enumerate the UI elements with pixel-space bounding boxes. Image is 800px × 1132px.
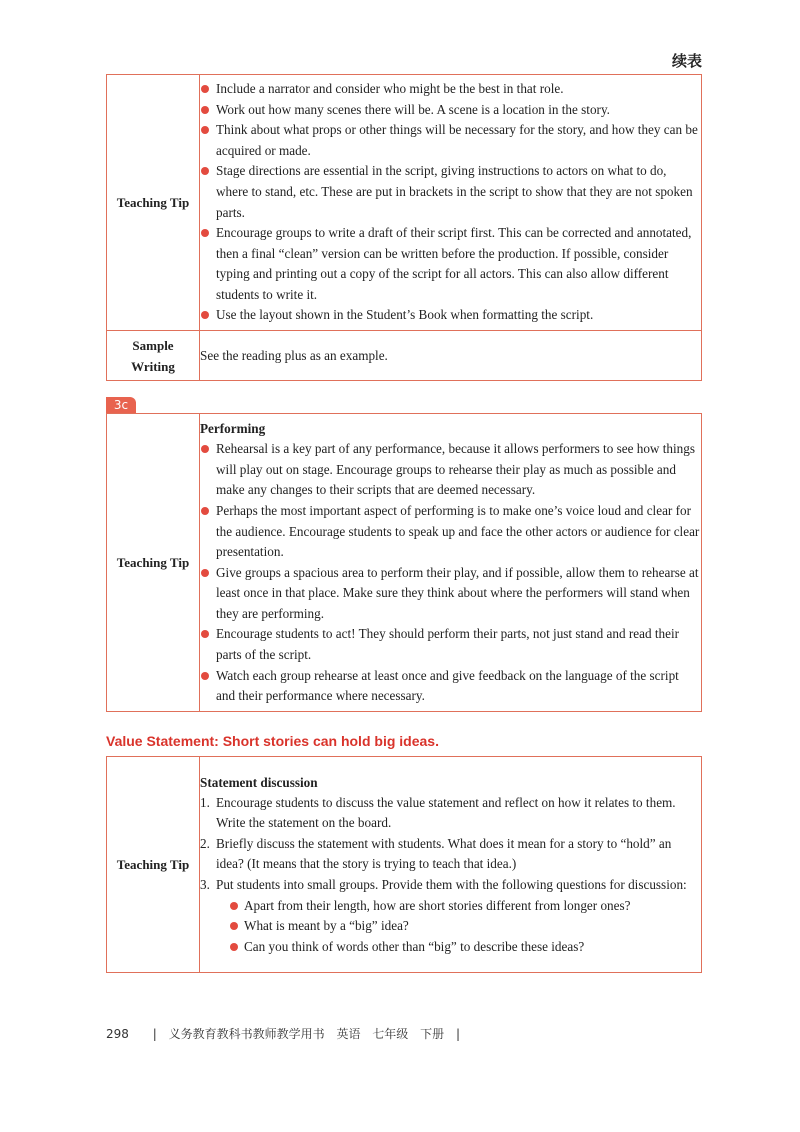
section-heading: Statement discussion <box>200 774 318 790</box>
footer-divider: | <box>455 1027 461 1041</box>
teaching-tip-table-1 <box>106 74 702 381</box>
tip-item: Think about what props or other things will be necessary for the story, and how they can be acquired or made. <box>200 120 701 161</box>
question-item: Apart from their length, how are short stories different from longer ones? <box>216 896 701 917</box>
tip-item: Perhaps the most important aspect of performing is to make one’s voice loud and clear for the audience. Encourage students to speak up and face the other actors or audience for clear presentation. <box>200 501 701 563</box>
question-item: What is meant by a “big” idea? <box>216 916 701 937</box>
step-text: Briefly discuss the statement with students. What does it mean for a story to “hold” an idea? (It means that the story is trying to teach that idea.) <box>216 835 672 872</box>
tip-item: Use the layout shown in the Student’s Book when formatting the script. <box>200 305 701 326</box>
page-footer <box>106 1025 468 1042</box>
teaching-tip-table-2 <box>106 413 702 712</box>
step-item <box>200 834 701 875</box>
sample-writing-label <box>107 331 200 381</box>
step-text: Encourage students to discuss the value statement and reflect on how it relates to them. Write the statement on the board. <box>216 794 676 831</box>
teaching-tip-label: Teaching Tip <box>107 75 200 331</box>
teaching-tip-content <box>200 75 702 331</box>
teaching-tip-label: Teaching Tip <box>107 757 200 973</box>
page-number: 298 <box>106 1027 129 1041</box>
tip-item: Watch each group rehearse at least once and give feedback on the language of the script and their performance where necessary. <box>200 666 701 707</box>
sample-writing-text: See the reading plus as an example. <box>200 347 388 363</box>
step-number: 3. <box>200 877 210 892</box>
footer-subject: 英语 <box>336 1027 361 1041</box>
step-text: Put students into small groups. Provide them with the following questions for discussion: <box>216 877 687 892</box>
teaching-tip-content <box>200 757 702 973</box>
step-number: 1. <box>200 794 210 810</box>
tip-item: Encourage groups to write a draft of their script first. This can be corrected and annotated, then a final “clean” version can be written before the production. If possible, consider typing and printing out a copy of the script for all actors. This can also allow different students to write it. <box>200 223 701 305</box>
question-item: Can you think of words other than “big” to describe these ideas? <box>216 937 701 958</box>
footer-book-title: 义务教育教科书教师教学用书 <box>168 1027 325 1041</box>
continued-label: 续表 <box>671 52 702 70</box>
sample-label-line-2: Writing <box>131 358 175 374</box>
tip-item: Include a narrator and consider who might be the best in that role. <box>200 79 701 100</box>
tip-item: Work out how many scenes there will be. A scene is a location in the story. <box>200 100 701 121</box>
tip-item: Encourage students to act! They should perform their parts, not just stand and read their parts of the script. <box>200 624 701 665</box>
teaching-tip-label: Teaching Tip <box>107 414 200 712</box>
footer-grade: 七年级 <box>372 1027 409 1041</box>
step-number: 2. <box>200 835 210 851</box>
tip-item: Stage directions are essential in the script, giving instructions to actors on what to do, where to stand, etc. These are put in brackets in the script to show that they are not spoken parts. <box>200 161 701 223</box>
section-tag-3c: 3c <box>106 397 136 414</box>
footer-volume: 下册 <box>420 1027 445 1041</box>
section-heading: Performing <box>200 421 266 437</box>
tip-item: Rehearsal is a key part of any performance, because it allows performers to see how things will play out on stage. Encourage groups to rehearse their play as much as possible and make any changes to their scripts that are deemed necessary. <box>200 439 701 501</box>
teaching-tip-table-3 <box>106 756 702 973</box>
value-statement: Value Statement: Short stories can hold big ideas. <box>106 733 439 749</box>
sample-label-line-1: Sample <box>132 337 174 353</box>
footer-divider: | <box>152 1027 157 1041</box>
sample-writing-content <box>200 331 702 381</box>
teaching-tip-content <box>200 414 702 712</box>
step-item <box>200 875 701 957</box>
step-item <box>200 793 701 834</box>
tip-item: Give groups a spacious area to perform their play, and if possible, allow them to rehearse at least once in that place. Make sure they think about where the performers will stand when they are performing. <box>200 563 701 625</box>
